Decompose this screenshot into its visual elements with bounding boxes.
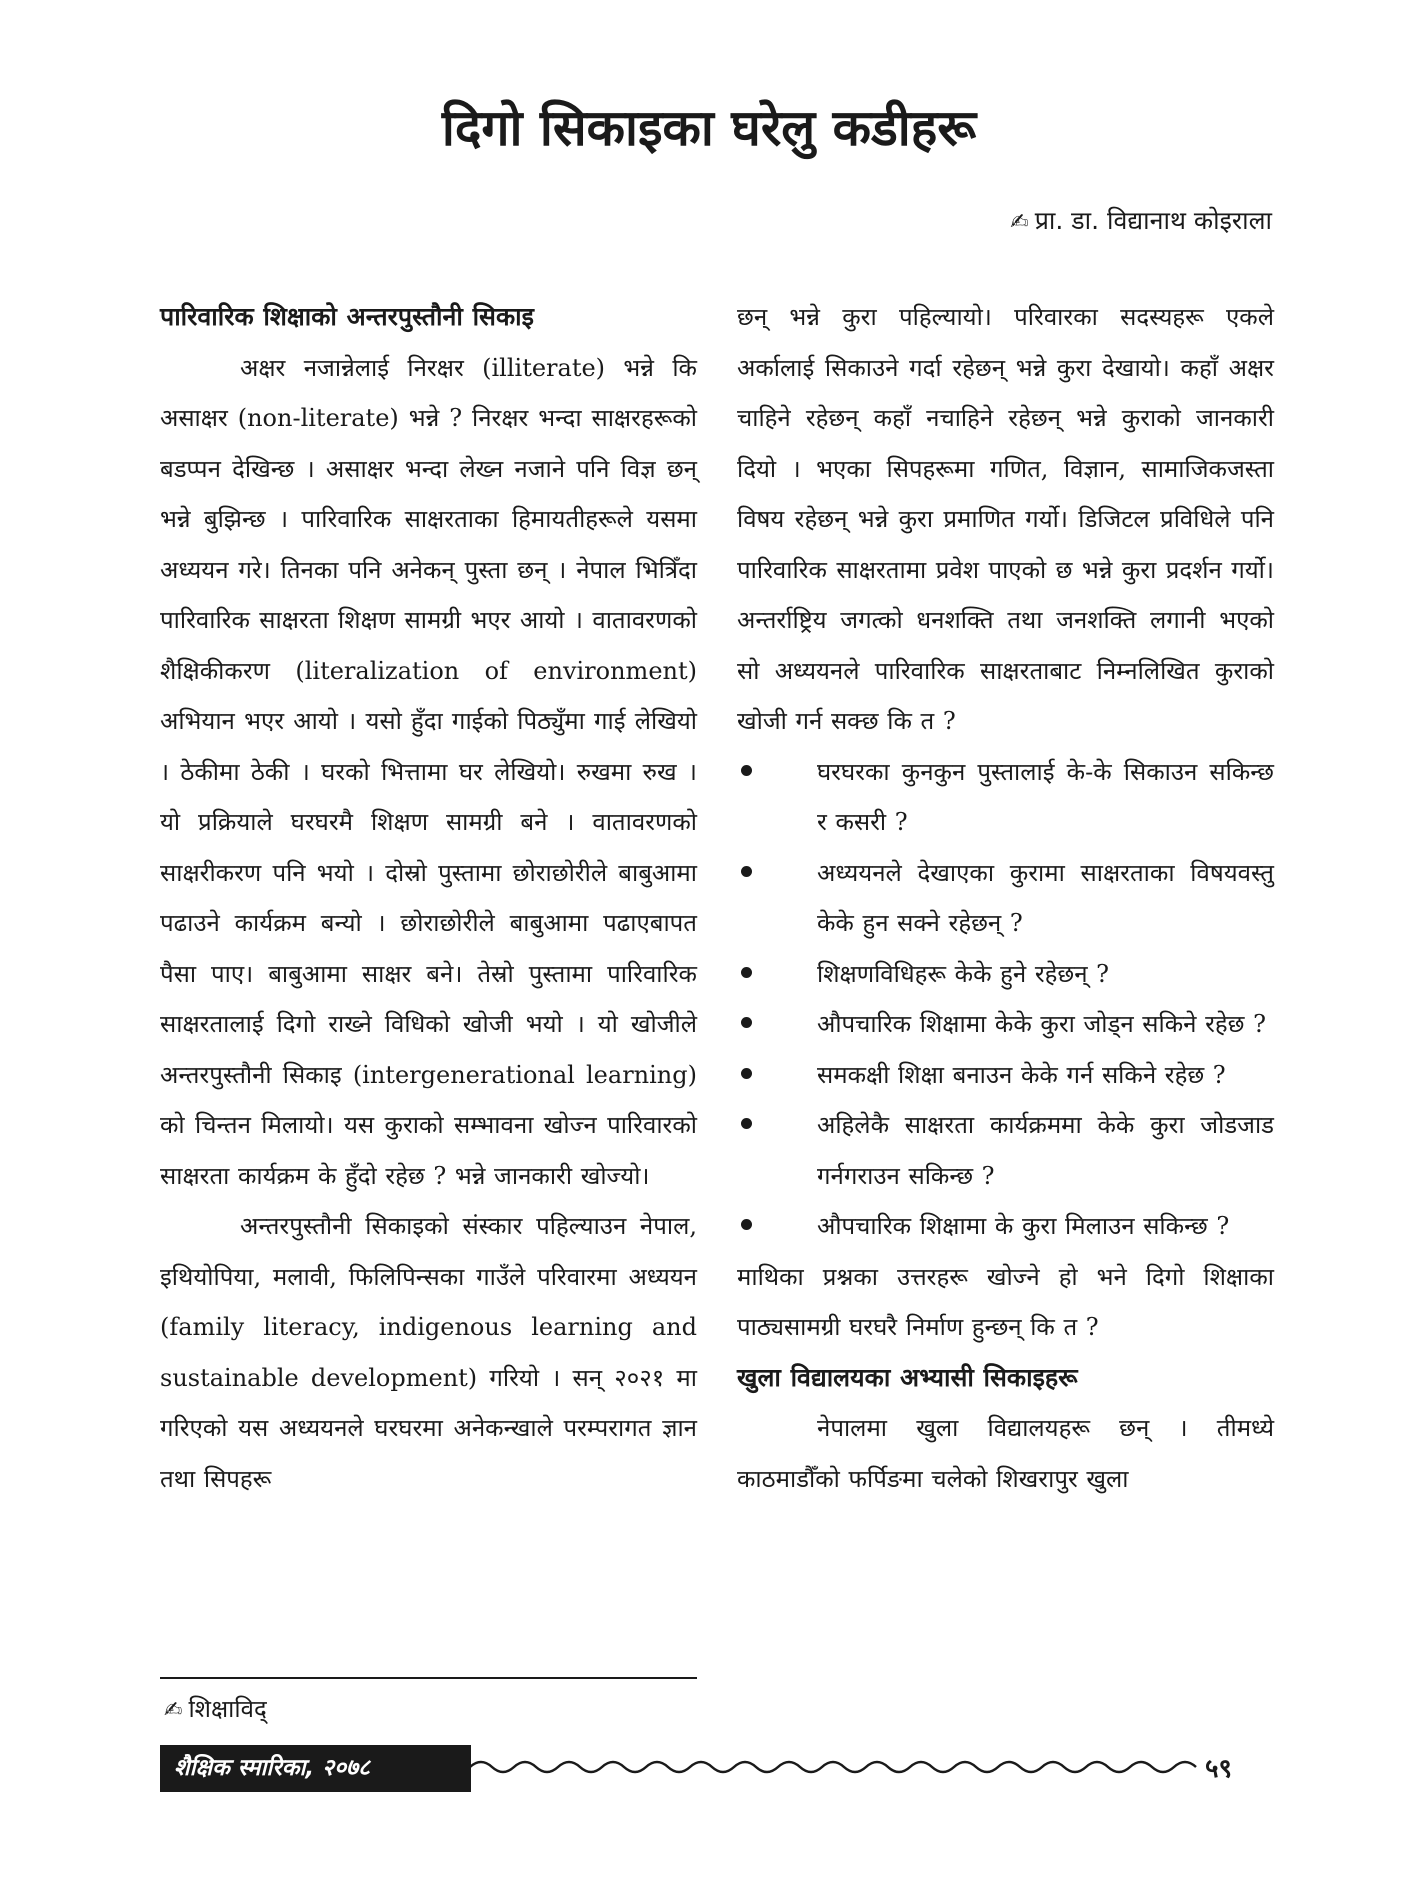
paragraph: अन्तरपुस्तौनी सिकाइको संस्कार पहिल्याउन नेपाल, इथियोपिया, मलावी, फिलिपिन्सका गाउँले परिवारमा अध्ययन (family literacy, indigenous learning and sustainable development) गरियो । सन् २०२१ मा गरिएको यस अध्ययनले घरघरमा अनेकन्खाले परम्परागत ज्ञान तथा सिपहरू xyxy=(160,1212,697,1493)
question-list xyxy=(737,747,1274,1252)
footnote-text: शिक्षाविद् xyxy=(188,1695,267,1723)
right-column xyxy=(737,292,1274,1504)
bullet-icon xyxy=(741,866,752,877)
author-name: प्रा. डा. विद्यानाथ कोइराला xyxy=(1034,206,1272,235)
list-item-text: घरघरका कुनकुन पुस्तालाई के-के सिकाउन सकिन्छ र कसरी ? xyxy=(817,757,1274,836)
bullet-icon xyxy=(741,967,752,978)
list-item xyxy=(737,999,1274,1050)
wave-divider xyxy=(470,1752,1200,1782)
list-item xyxy=(737,1201,1274,1252)
paragraph: छन् भन्ने कुरा पहिल्यायो। परिवारका सदस्यहरू एकले अर्कालाई सिकाउने गर्दा रहेछन् भन्ने कुरा देखायो। कहाँ अक्षर चाहिने रहेछन् कहाँ नचाहिने रहेछन् भन्ने कुराको जानकारी दियो । भएका सिपहरूमा गणित, विज्ञान, सामाजिकजस्ता विषय रहेछन् भन्ने कुरा प्रमाणित गर्यो। डिजिटल प्रविधिले पनि पारिवारिक साक्षरतामा प्रवेश पाएको छ भन्ने कुरा प्रदर्शन गर्यो। अन्तर्राष्ट्रिय जगत्को धनशक्ति तथा जनशक्ति लगानी भएको सो अध्ययनले पारिवारिक साक्षरताबाट निम्नलिखित कुराको खोजी गर्न सक्छ कि त ? xyxy=(737,303,1274,735)
paragraph: माथिका प्रश्नका उत्तरहरू खोज्ने हो भने दिगो शिक्षाका पाठ्यसामग्री घरघरै निर्माण हुन्छन् कि त ? xyxy=(737,1262,1274,1341)
list-item xyxy=(737,1100,1274,1201)
list-item-text: अहिलेकै साक्षरता कार्यक्रममा केके कुरा जोडजाड गर्नगराउन सकिन्छ ? xyxy=(817,1111,1274,1190)
paragraph: अक्षर नजान्नेलाई निरक्षर (illiterate) भन्ने कि असाक्षर (non-literate) भन्ने ? निरक्षर भन्दा साक्षरहरूको बडप्पन देखिन्छ । असाक्षर भन्दा लेख्न नजाने पनि विज्ञ छन् भन्ने बुझिन्छ । पारिवारिक साक्षरताका हिमायतीहरूले यसमा अध्ययन गरे। तिनका पनि अनेकन् पुस्ता छन् । नेपाल भित्रिँदा पारिवारिक साक्षरता शिक्षण सामग्री भएर आयो । वातावरणको शैक्षिकीकरण (literalization of environment) अभियान भएर आयो । यसो हुँदा गाईको पिठ्युँमा गाई लेखियो । ठेकीमा ठेकी । घरको भित्तामा घर लेखियो। रुखमा रुख । यो प्रक्रियाले घरघरमै शिक्षण सामग्री बने । वातावरणको साक्षरीकरण पनि भयो । दोस्रो पुस्तामा छोराछोरीले बाबुआमा पढाउने कार्यक्रम बन्यो । छोराछोरीले बाबुआमा पढाएबापत पैसा पाए। बाबुआमा साक्षर बने। तेस्रो पुस्तामा पारिवारिक साक्षरतालाई दिगो राख्ने विधिको खोजी भयो । यो खोजीले अन्तरपुस्तौनी सिकाइ (intergenerational learning) को चिन्तन मिलायो। यस कुराको सम्भावना खोज्न पारिवारको साक्षरता कार्यक्रम के हुँदो रहेछ ? भन्ने जानकारी खोज्यो। xyxy=(160,353,697,1190)
bullet-icon xyxy=(741,765,752,776)
pen-icon: ✍ xyxy=(164,1698,183,1723)
author-line xyxy=(1010,203,1272,237)
list-item-text: अध्ययनले देखाएका कुरामा साक्षरताका विषयवस्तु केके हुन सक्ने रहेछन् ? xyxy=(817,858,1274,937)
page-number: ५९ xyxy=(1205,1754,1233,1784)
list-item-text: औपचारिक शिक्षामा के कुरा मिलाउन सकिन्छ ? xyxy=(817,1212,1230,1240)
footnote xyxy=(164,1692,267,1725)
list-item-text: शिक्षणविधिहरू केके हुने रहेछन् ? xyxy=(817,959,1110,988)
bullet-icon xyxy=(741,1068,752,1079)
list-item xyxy=(737,747,1274,848)
paragraph: नेपालमा खुला विद्यालयहरू छन् । तीमध्ये काठमाडौँको फर्पिङमा चलेको शिखरापुर खुला xyxy=(737,1414,1274,1493)
list-item xyxy=(737,1050,1274,1101)
section-heading-family-education: पारिवारिक शिक्षाको अन्तरपुस्तौनी सिकाइ xyxy=(160,302,534,331)
left-column xyxy=(160,292,697,1504)
publication-label: शैक्षिक स्मारिका, २०७८ xyxy=(160,1745,471,1792)
list-item-text: समकक्षी शिक्षा बनाउन केके गर्न सकिने रहेछ ? xyxy=(817,1060,1226,1089)
pen-icon: ✍ xyxy=(1010,210,1029,235)
list-item-text: औपचारिक शिक्षामा केके कुरा जोड्न सकिने रहेछ ? xyxy=(817,1010,1266,1038)
bullet-icon xyxy=(741,1017,752,1028)
section-heading-open-school: खुला विद्यालयका अभ्यासी सिकाइहरू xyxy=(737,1362,1078,1392)
article-title: दिगो सिकाइका घरेलु कडीहरू xyxy=(441,99,977,157)
bullet-icon xyxy=(741,1118,752,1129)
list-item xyxy=(737,848,1274,949)
list-item xyxy=(737,949,1274,1000)
bullet-icon xyxy=(741,1219,752,1230)
footnote-divider xyxy=(160,1677,697,1679)
